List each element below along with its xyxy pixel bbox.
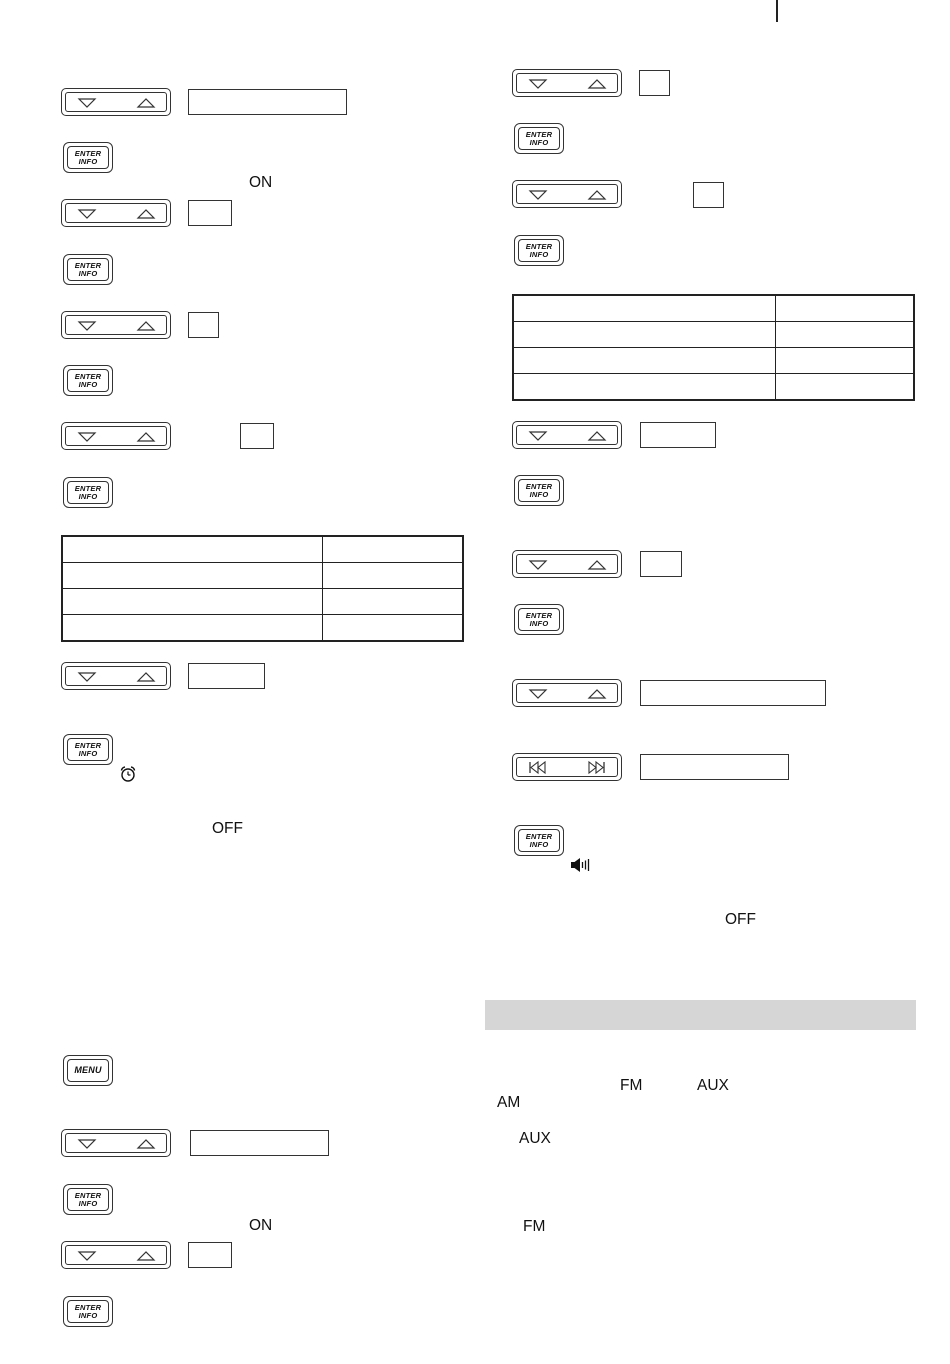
- enter-label: ENTER: [525, 832, 553, 841]
- enter-label: ENTER: [74, 741, 102, 750]
- down-up-arrow-key[interactable]: [512, 421, 622, 449]
- alarm-clock-icon: [119, 765, 137, 783]
- info-label: INFO: [78, 491, 98, 501]
- enter-label: ENTER: [74, 484, 102, 493]
- down-up-arrows-icon: [62, 89, 170, 115]
- info-label: INFO: [78, 748, 98, 758]
- column-divider-line: [776, 0, 778, 22]
- table-row: [62, 563, 463, 589]
- enter-info-button[interactable]: [63, 142, 113, 173]
- enter-info-button[interactable]: [514, 475, 564, 506]
- enter-label: ENTER: [74, 1191, 102, 1200]
- down-up-arrow-key[interactable]: [61, 1241, 171, 1269]
- skip-back-forward-icon: [513, 754, 621, 780]
- table-row: [62, 589, 463, 615]
- table-cell: [323, 536, 464, 563]
- enter-info-button[interactable]: [63, 1184, 113, 1215]
- enter-label: ENTER: [525, 242, 553, 251]
- info-label: INFO: [78, 268, 98, 278]
- info-label: INFO: [529, 249, 549, 259]
- display-box: [640, 680, 826, 706]
- info-label: INFO: [529, 618, 549, 628]
- table-row: [513, 295, 914, 322]
- table-cell: [323, 563, 464, 589]
- enter-label: ENTER: [525, 482, 553, 491]
- down-up-arrow-key[interactable]: [61, 88, 171, 116]
- down-up-arrows-icon: [62, 200, 170, 226]
- down-up-arrows-icon: [62, 1130, 170, 1156]
- info-label: INFO: [78, 1198, 98, 1208]
- display-box: [188, 200, 232, 226]
- table-cell: [776, 348, 915, 374]
- on-text: ON: [249, 174, 273, 191]
- display-box: [640, 754, 789, 780]
- settings-table: [512, 294, 915, 401]
- display-box: [188, 663, 265, 689]
- down-up-arrows-icon: [513, 422, 621, 448]
- off-text: OFF: [725, 911, 756, 928]
- down-up-arrows-icon: [62, 663, 170, 689]
- down-up-arrows-icon: [62, 312, 170, 338]
- enter-info-button[interactable]: [63, 734, 113, 765]
- down-up-arrow-key[interactable]: [512, 679, 622, 707]
- down-up-arrow-key[interactable]: [512, 69, 622, 97]
- display-box: [693, 182, 724, 208]
- display-box: [188, 1242, 232, 1268]
- menu-button[interactable]: [63, 1055, 113, 1086]
- down-up-arrows-icon: [513, 70, 621, 96]
- enter-label: ENTER: [74, 149, 102, 158]
- display-box: [639, 70, 670, 96]
- down-up-arrow-key[interactable]: [61, 311, 171, 339]
- table-row: [513, 374, 914, 401]
- info-label: INFO: [529, 137, 549, 147]
- info-label: INFO: [78, 156, 98, 166]
- table-cell: [62, 615, 323, 642]
- info-label: INFO: [78, 379, 98, 389]
- skip-back-forward-key[interactable]: [512, 753, 622, 781]
- off-text: OFF: [212, 820, 243, 837]
- speaker-volume-icon: [570, 857, 590, 873]
- display-box: [240, 423, 274, 449]
- settings-table: [61, 535, 464, 642]
- table-cell: [62, 563, 323, 589]
- down-up-arrow-key[interactable]: [512, 180, 622, 208]
- table-row: [62, 536, 463, 563]
- down-up-arrows-icon: [62, 1242, 170, 1268]
- display-box: [640, 551, 682, 577]
- aux-text: AUX: [519, 1130, 551, 1147]
- display-box: [188, 89, 347, 115]
- table-row: [62, 615, 463, 642]
- table-cell: [776, 374, 915, 401]
- display-box: [190, 1130, 329, 1156]
- enter-info-button[interactable]: [63, 1296, 113, 1327]
- enter-info-button[interactable]: [63, 365, 113, 396]
- table-cell: [513, 348, 776, 374]
- down-up-arrow-key[interactable]: [61, 1129, 171, 1157]
- down-up-arrow-key[interactable]: [61, 422, 171, 450]
- on-text: ON: [249, 1217, 273, 1234]
- table-cell: [776, 295, 915, 322]
- table-cell: [513, 322, 776, 348]
- info-label: INFO: [78, 1310, 98, 1320]
- enter-info-button[interactable]: [63, 254, 113, 285]
- down-up-arrows-icon: [513, 680, 621, 706]
- display-box: [640, 422, 716, 448]
- aux-text: AUX: [697, 1077, 729, 1094]
- am-text: AM: [497, 1094, 521, 1111]
- section-header-bar: [485, 1000, 916, 1030]
- down-up-arrows-icon: [62, 423, 170, 449]
- info-label: INFO: [529, 839, 549, 849]
- enter-label: ENTER: [525, 130, 553, 139]
- enter-label: ENTER: [74, 372, 102, 381]
- enter-info-button[interactable]: [514, 235, 564, 266]
- table-cell: [513, 295, 776, 322]
- enter-info-button[interactable]: [514, 604, 564, 635]
- table-cell: [323, 615, 464, 642]
- down-up-arrows-icon: [513, 551, 621, 577]
- info-label: INFO: [529, 489, 549, 499]
- enter-info-button[interactable]: [514, 123, 564, 154]
- table-row: [513, 348, 914, 374]
- fm-text: FM: [620, 1077, 643, 1094]
- table-cell: [62, 536, 323, 563]
- enter-label: ENTER: [525, 611, 553, 620]
- display-box: [188, 312, 219, 338]
- down-up-arrow-key[interactable]: [61, 662, 171, 690]
- table-cell: [776, 322, 915, 348]
- table-cell: [323, 589, 464, 615]
- down-up-arrow-key[interactable]: [512, 550, 622, 578]
- enter-label: ENTER: [74, 261, 102, 270]
- down-up-arrows-icon: [513, 181, 621, 207]
- enter-info-button[interactable]: [63, 477, 113, 508]
- table-row: [513, 322, 914, 348]
- enter-label: ENTER: [74, 1303, 102, 1312]
- table-cell: [62, 589, 323, 615]
- down-up-arrow-key[interactable]: [61, 199, 171, 227]
- menu-label: MENU: [74, 1065, 102, 1075]
- enter-info-button[interactable]: [514, 825, 564, 856]
- fm-text: FM: [523, 1218, 546, 1235]
- table-cell: [513, 374, 776, 401]
